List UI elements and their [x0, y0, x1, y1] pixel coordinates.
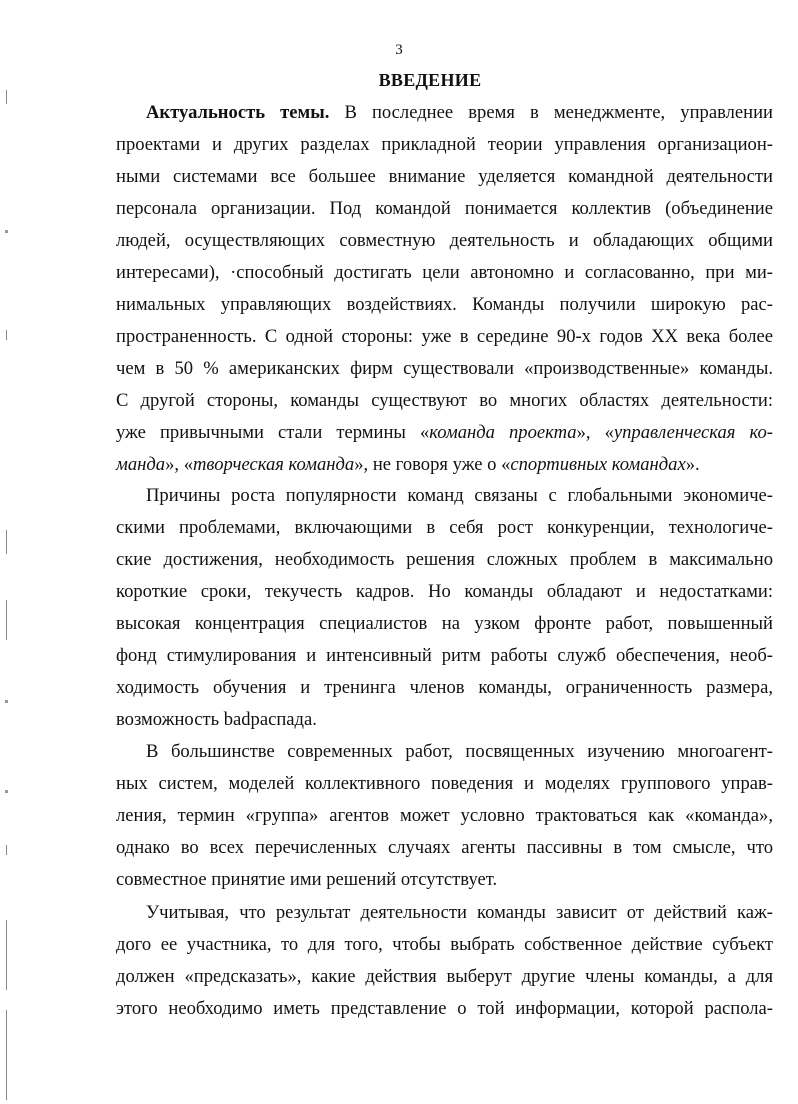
text-line: уже привычными стали термины «команда проекта», «управленческая ко- [116, 422, 773, 443]
italic-term: команда проекта [429, 422, 577, 443]
scan-artifact [6, 1010, 7, 1100]
text-line: возможность badраспада. [116, 709, 317, 730]
text-line: ными системами все большее внимание уделяется командной деятельности [116, 166, 773, 187]
text-line: скими проблемами, включающими в себя рост конкуренции, технологиче- [116, 517, 773, 538]
text-line: нимальных управляющих воздействиях. Команды получили широкую рас- [116, 294, 773, 315]
scan-artifact [5, 230, 8, 233]
italic-term: управленческая ко- [613, 422, 773, 443]
text-line: дого ее участника, то для того, чтобы выбрать собственное действие субъект [116, 934, 773, 955]
text-line: людей, осуществляющих совместную деятельность и обладающих общими [116, 230, 773, 251]
text-line: Причины роста популярности команд связаны с глобальными экономиче- [146, 485, 773, 506]
italic-term: творческая команда [192, 454, 355, 475]
text-line: чем в 50 % американских фирм существовали «производственные» команды. [116, 358, 773, 379]
text-line: ские достижения, необходимость решения сложных проблем в максимально [116, 549, 773, 570]
page-heading: ВВЕДЕНИЕ [378, 70, 482, 90]
text-line: должен «предсказать», какие действия выберут другие члены команды, а для [116, 966, 773, 987]
text-line: Учитывая, что результат деятельности команды зависит от действий каж- [146, 902, 773, 923]
text-line: высокая концентрация специалистов на узком фронте работ, повышенный [116, 613, 773, 634]
scan-artifact [5, 700, 8, 703]
italic-term: спортивных командах [510, 454, 686, 475]
page-number: 3 [395, 42, 403, 58]
text-line: манда», «творческая команда», не говоря уже о «спортивных командах». [116, 454, 700, 475]
italic-term: манда [116, 454, 166, 475]
text-line: фонд стимулирования и интенсивный ритм работы служб обеспечения, необ- [116, 645, 773, 666]
scan-artifact [6, 845, 7, 855]
text-line: однако во всех перечисленных случаях агенты пассивны в том смысле, что [116, 837, 773, 858]
text-line: Актуальность темы. В последнее время в менеджменте, управлении [146, 102, 773, 123]
text-line: этого необходимо иметь представление о той информации, которой распола- [116, 998, 773, 1019]
scan-artifact [6, 330, 7, 340]
scan-artifact [6, 920, 7, 990]
text-line: В большинстве современных работ, посвященных изучению многоагент- [146, 741, 773, 762]
scan-artifact [6, 530, 7, 554]
text-line: персонала организации. Под командой понимается коллектив (объединение [116, 198, 773, 219]
text-line: ных систем, моделей коллективного поведения и моделях группового управ- [116, 773, 773, 794]
text-line: ления, термин «группа» агентов может условно трактоваться как «команда», [116, 805, 773, 826]
lead-term: Актуальность темы. [146, 102, 330, 123]
text-line: интересами), ·способный достигать цели автономно и согласованно, при ми- [116, 262, 773, 283]
text-line: проектами и других разделах прикладной теории управления организацион- [116, 134, 773, 155]
text-line: короткие сроки, текучесть кадров. Но команды обладают и недостатками: [116, 581, 773, 602]
text-line: совместное принятие ими решений отсутствует. [116, 869, 498, 890]
text-line: ходимость обучения и тренинга членов команды, ограниченность размера, [116, 677, 773, 698]
scan-artifact [5, 790, 8, 793]
scan-artifact [6, 600, 7, 640]
text-line: С другой стороны, команды существуют во многих областях деятельности: [116, 390, 773, 411]
text-line: пространенность. С одной стороны: уже в середине 90-х годов XX века более [116, 326, 773, 347]
scan-artifact [6, 90, 7, 104]
